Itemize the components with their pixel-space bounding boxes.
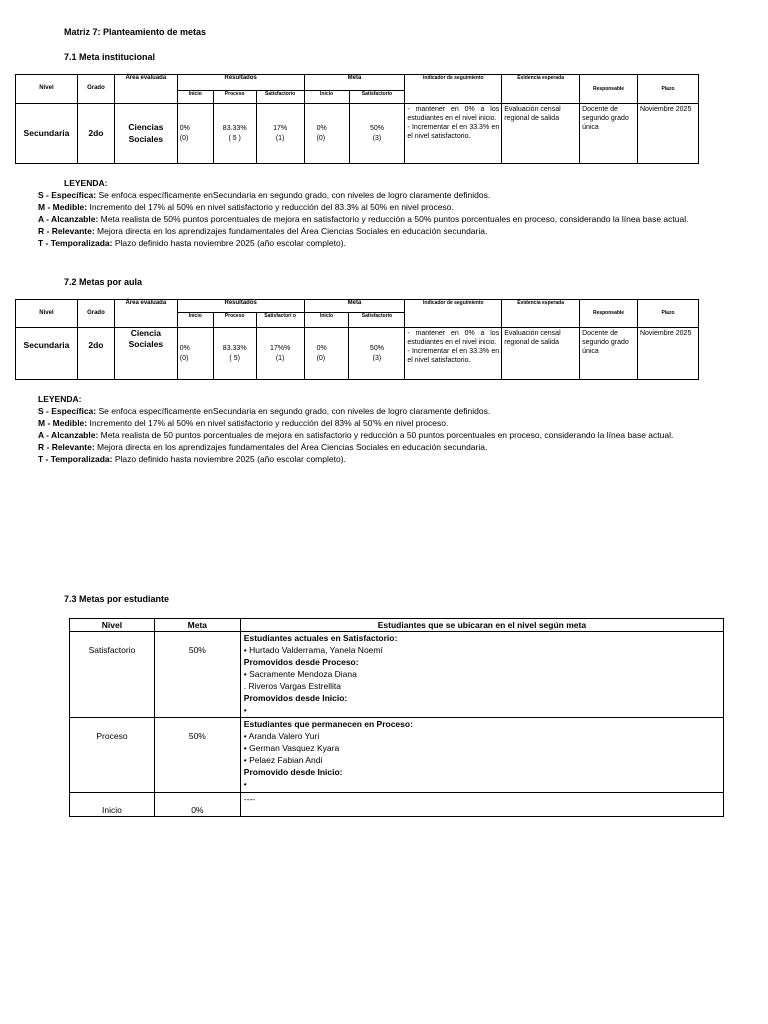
cell-estudiantes-proceso: Estudiantes que permanecen en Proceso: • Aranda Valero Yuri • German Vasquez Kyara • Pelaez Fabian Andi Promovido desde Inicio: • xyxy=(240,718,723,793)
legend-t: T - Temporalizada: Plazo definido hasta noviembre 2025 (año escolar completo). xyxy=(38,454,346,464)
subheader-satisfactorio: Satisfactori o xyxy=(256,313,304,328)
header-evidencia: Evidencia esperada xyxy=(502,300,580,328)
subheader-meta-inicio: Inicio xyxy=(304,91,349,104)
cell-responsable: Docente de segundo grado única xyxy=(580,328,638,380)
subheader-proceso: Proceso xyxy=(213,313,256,328)
cell-grado: 2do xyxy=(77,104,114,164)
cell-indicador: - mantener en 0% a los estudiantes en el nivel inicio. - Incrementar el en 33.3% en el nivel satisfactorio. xyxy=(405,328,502,380)
list-item: • Pelaez Fabian Andi xyxy=(243,755,323,765)
subheader-satisfactorio: Satisfactorio xyxy=(256,91,304,104)
cell-estudiantes-satisfactorio: Estudiantes actuales en Satisfactorio: • Hurtado Valderrama, Yanela Noemí Promovidos desde Proceso: • Sacramente Mendoza Diana . Riveros Vargas Estrellita Promovidos desde Inicio: • xyxy=(240,632,723,718)
legend-s: S - Específica: Se enfoca específicamente enSecundaria en segundo grado, con niveles de logro claramente definidos. xyxy=(38,190,491,200)
header-meta: Meta xyxy=(304,300,405,313)
list-item: • Hurtado Valderrama, Yanela Noemí xyxy=(243,645,383,655)
header-evidencia: Evidencia esperada xyxy=(502,75,580,104)
header-responsable: Responsable xyxy=(580,75,638,104)
document-title: Matriz 7: Planteamiento de metas xyxy=(64,27,207,37)
cell-resultado-satisfactorio: 17% (1) xyxy=(256,104,304,164)
header-meta: Meta xyxy=(304,75,405,91)
header-indicador: Indicador de seguimiento xyxy=(405,75,502,104)
header-nivel: Nivel xyxy=(16,300,78,328)
header-plazo: Plazo xyxy=(637,300,698,328)
cell-meta-inicio: 0% xyxy=(154,793,240,817)
cell-resultado-inicio: 0% (0) xyxy=(177,328,213,380)
list-item: • Aranda Valero Yuri xyxy=(243,731,320,741)
legend-m: M - Medible: Incremento del 17% al 50% en nivel satisfactorio y reducción del 83.3% al 50% en nivel proceso. xyxy=(38,202,454,212)
subheader-inicio: Inicio xyxy=(177,91,213,104)
subheader-meta-inicio: Inicio xyxy=(304,313,349,328)
meta-institucional-table xyxy=(15,74,699,164)
header-meta: Meta xyxy=(154,619,240,632)
cell-grado: 2do xyxy=(77,328,114,380)
header-grado: Grado xyxy=(77,300,114,328)
subheader-inicio: Inicio xyxy=(177,313,213,328)
legend-a: A - Alcanzable: Meta realista de 50 puntos porcentuales de mejora en satisfactorio y reducción a 50 puntos porcentuales en proceso, considerando la línea base actual. xyxy=(38,430,674,440)
cell-meta-satisfactorio: 50% (3) xyxy=(349,328,405,380)
legend-aula xyxy=(38,393,728,465)
section-title-institucional: 7.1 Meta institucional xyxy=(64,52,156,62)
list-item: • xyxy=(243,705,247,715)
header-responsable: Responsable xyxy=(580,300,638,328)
cell-nivel: Secundaria xyxy=(16,104,78,164)
legend-r: R - Relevante: Mejora directa en los aprendizajes fundamentales del Área Ciencias Sociales en educación secundaria. xyxy=(38,442,488,452)
cell-meta-inicio: 0% (0) xyxy=(304,104,349,164)
cell-meta-proceso: 50% xyxy=(154,718,240,793)
subheader-proceso: Proceso xyxy=(213,91,256,104)
cell-plazo: Noviembre 2025 xyxy=(637,104,698,164)
cell-meta-satisfactorio: 50% (3) xyxy=(349,104,405,164)
cell-resultado-inicio: 0% (0) xyxy=(177,104,213,164)
cell-meta-inicio: 0% (0) xyxy=(304,328,349,380)
cell-plazo: Noviembre 2025 xyxy=(637,328,698,380)
section-title-aula: 7.2 Metas por aula xyxy=(64,277,143,287)
list-item: . Riveros Vargas Estrellita xyxy=(243,681,341,691)
cell-evidencia: Evaluación censal regional de salida xyxy=(502,104,580,164)
header-nivel: Nivel xyxy=(70,619,155,632)
legend-a: A - Alcanzable: Meta realista de 50% puntos porcentuales de mejora en satisfactorio y reducción a 50% puntos porcentuales en proceso, considerando la línea base actual. xyxy=(38,214,689,224)
legend-title: LEYENDA: xyxy=(38,394,82,404)
cell-responsable: Docente de segundo grado única xyxy=(580,104,638,164)
cell-indicador: - mantener en 0% a los estudiantes en el nivel inicio. - Incrementar el en 33.3% en el nivel satisfactorio. xyxy=(405,104,502,164)
header-area: Área evaluada xyxy=(114,75,177,104)
header-plazo: Plazo xyxy=(637,75,698,104)
section-title-estudiante: 7.3 Metas por estudiante xyxy=(64,594,170,604)
header-grado: Grado xyxy=(77,75,114,104)
subheader-meta-satisfactorio: Satisfactorio xyxy=(349,91,405,104)
header-resultados: Resultados xyxy=(177,300,304,313)
cell-resultado-proceso: 83.33% ( 5) xyxy=(213,328,256,380)
legend-title: LEYENDA: xyxy=(64,178,108,188)
legend-t: T - Temporalizada: Plazo definido hasta noviembre 2025 (año escolar completo). xyxy=(38,238,346,248)
list-item: • Sacramente Mendoza Diana xyxy=(243,669,357,679)
legend-institucional xyxy=(38,177,728,249)
header-area: Área evaluada xyxy=(114,300,177,328)
list-item: • German Vasquez Kyara xyxy=(243,743,340,753)
header-estudiantes: Estudiantes que se ubicaran en el nivel según meta xyxy=(240,619,723,632)
cell-area: Ciencias Sociales xyxy=(114,104,177,164)
cell-area: Ciencia Sociales xyxy=(114,328,177,380)
cell-evidencia: Evaluación censal regional de salida xyxy=(502,328,580,380)
cell-meta-satisfactorio: 50% xyxy=(154,632,240,718)
metas-aula-table xyxy=(15,299,699,380)
cell-resultado-satisfactorio: 17%% (1) xyxy=(256,328,304,380)
header-resultados: Resultados xyxy=(177,75,304,91)
legend-s: S - Específica: Se enfoca específicamente enSecundaria en segundo grado, con niveles de logro claramente definidos. xyxy=(38,406,491,416)
header-indicador: Indicador de seguimiento xyxy=(405,300,502,328)
header-nivel: Nivel xyxy=(16,75,78,104)
legend-m: M - Medible: Incremento del 17% al 50% en nivel satisfactorio y reducción del 83% al 50'% en nivel proceso. xyxy=(38,418,449,428)
list-item: • xyxy=(243,779,247,789)
subheader-meta-satisfactorio: Satisfactorio xyxy=(349,313,405,328)
cell-resultado-proceso: 83.33% ( 5 ) xyxy=(213,104,256,164)
cell-nivel: Secundaria xyxy=(16,328,78,380)
legend-r: R - Relevante: Mejora directa en los aprendizajes fundamentales del Área Ciencias Sociales en educación secundaria. xyxy=(38,226,488,236)
cell-estudiantes-inicio: ---- xyxy=(240,793,723,817)
metas-estudiante-table xyxy=(69,618,724,817)
cell-nivel-proceso: Proceso xyxy=(70,718,155,793)
cell-nivel-satisfactorio: Satisfactorio xyxy=(70,632,155,718)
cell-nivel-inicio: Inicio xyxy=(70,793,155,817)
